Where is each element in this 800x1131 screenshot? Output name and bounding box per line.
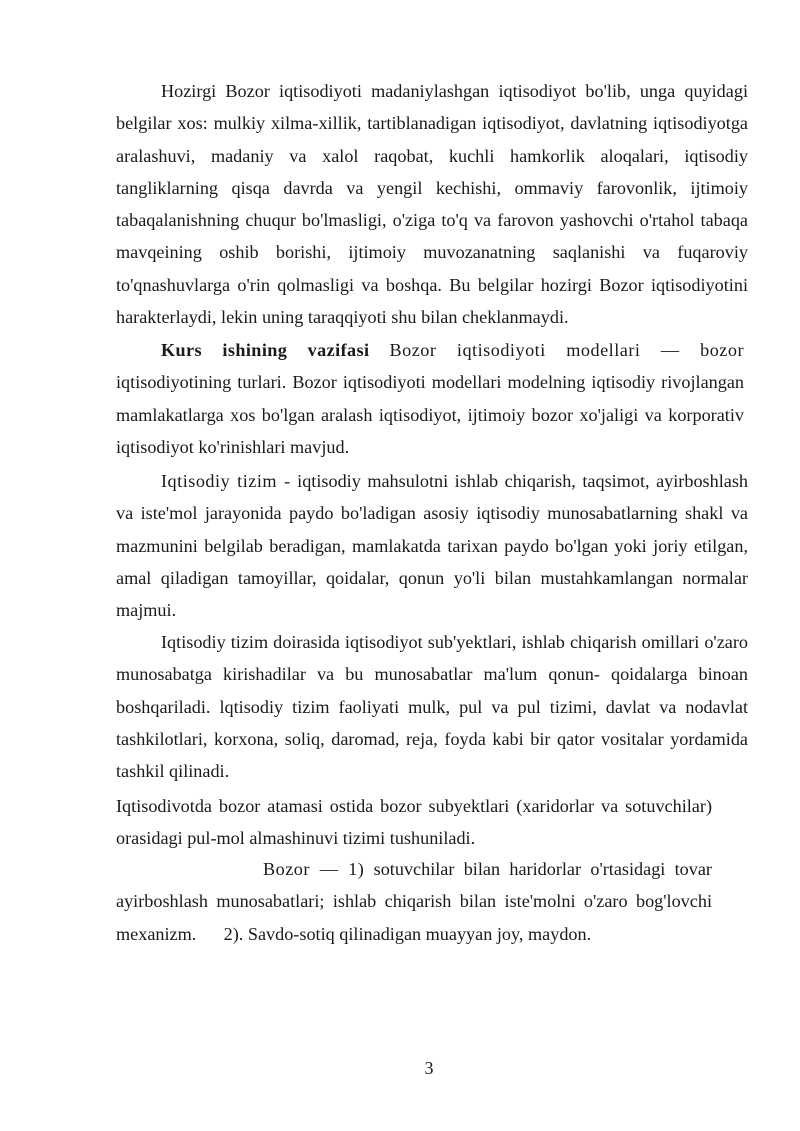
- market-definition: sotuvchilar bilan haridorlar o'rtasidagi tovar ayirboshlash munosabatlari; ishlab chiqarish bilan iste'molni o'zaro bog'lovchi mexanizm.: [116, 859, 712, 944]
- course-task-spaced-text: Bozor iqtisodiyoti modellari — bozor: [389, 340, 745, 360]
- paragraph-economic-system-definition: [116, 465, 748, 626]
- paragraph-market-definition: [116, 853, 712, 950]
- paragraph-market-economy-features: [116, 75, 748, 333]
- market-term: Bozor — 1): [263, 859, 365, 879]
- paragraph-text: Hozirgi Bozor iqtisodiyoti madaniylashgan iqtisodiyot bo'lib, unga quyidagi belgilar xos: mulkiy xilma-xillik, tartiblanadigan iqtisodiyot, davlatning iqtisodiyotga aralashuvi, madaniy va xalol raqobat, kuchli hamkorlik aloqalari, iqtisodiy tangliklarning qisqa davrda va yengil kechishi, ommaviy farovonlik, ijtimoiy tabaqalanishning chuqur bo'lmasligi, o'ziga to'q va farovon yashovchi o'rtahol tabaqa mavqeining oshib borishi, ijtimoiy muvozanatning saqlanishi va fuqaroviy to'qnashuvlarga o'rin qolmasligi va boshqa. Bu belgilar hozirgi Bozor iqtisodiyotini harakterlaydi, lekin uning taraqqiyoti shu bilan cheklanmaydi.: [116, 81, 748, 328]
- paragraph-course-task: [116, 334, 744, 463]
- economic-system-definition: iqtisodiy mahsulotni ishlab chiqarish, taqsimot, ayirboshlash va iste'mol jarayonida paydo bo'ladigan asosiy iqtisodiy munosabatlarning shakl va mazmunini belgilab beradigan, mamlakatda tarixan paydo bo'lgan yoki joriy etilgan, amal qiladigan tamoyillar, qoidalar, qonun yo'li bilan mustahkamlangan normalar majmui.: [116, 471, 749, 621]
- economic-system-term: Iqtisodiy tizim -: [161, 471, 291, 491]
- course-task-text: iqtisodiyotining turlari. Bozor iqtisodiyoti modellari modelning iqtisodiy rivojlangan mamlakatlarga xos bo'lgan aralash iqtisodiyot, ijtimoiy bozor xo'jaligi va korporativ iqtisodiyot ko'rinishlari mavjud.: [116, 372, 744, 457]
- paragraph-market-term: [116, 790, 712, 855]
- paragraph-text: Iqtisodiy tizim doirasida iqtisodiyot sub'yektlari, ishlab chiqarish omillari o'zaro munosabatga kirishadilar va bu munosabatlar ma'lum qonun- qoidalarga binoan boshqariladi. lqtisodiy tizim faoliyati mulk, pul va pul tizimi, davlat va nodavlat tashkilotlari, korxona, soliq, daromad, reja, foyda kabi bir qator vositalar yordamida tashkil qilinadi.: [116, 632, 748, 782]
- course-task-heading: Kurs ishining vazifasi: [161, 340, 370, 360]
- paragraph-economic-system-scope: [116, 626, 748, 787]
- paragraph-text: Iqtisodivotda bozor atamasi ostida bozor subyektlari (xaridorlar va sotuvchilar) orasidagi pul-mol almashinuvi tizimi tushuniladi.: [116, 796, 712, 849]
- page-number: 3: [424, 1058, 434, 1078]
- market-definition-second: 2). Savdo-sotiq qilinadigan muayyan joy, maydon.: [223, 923, 592, 944]
